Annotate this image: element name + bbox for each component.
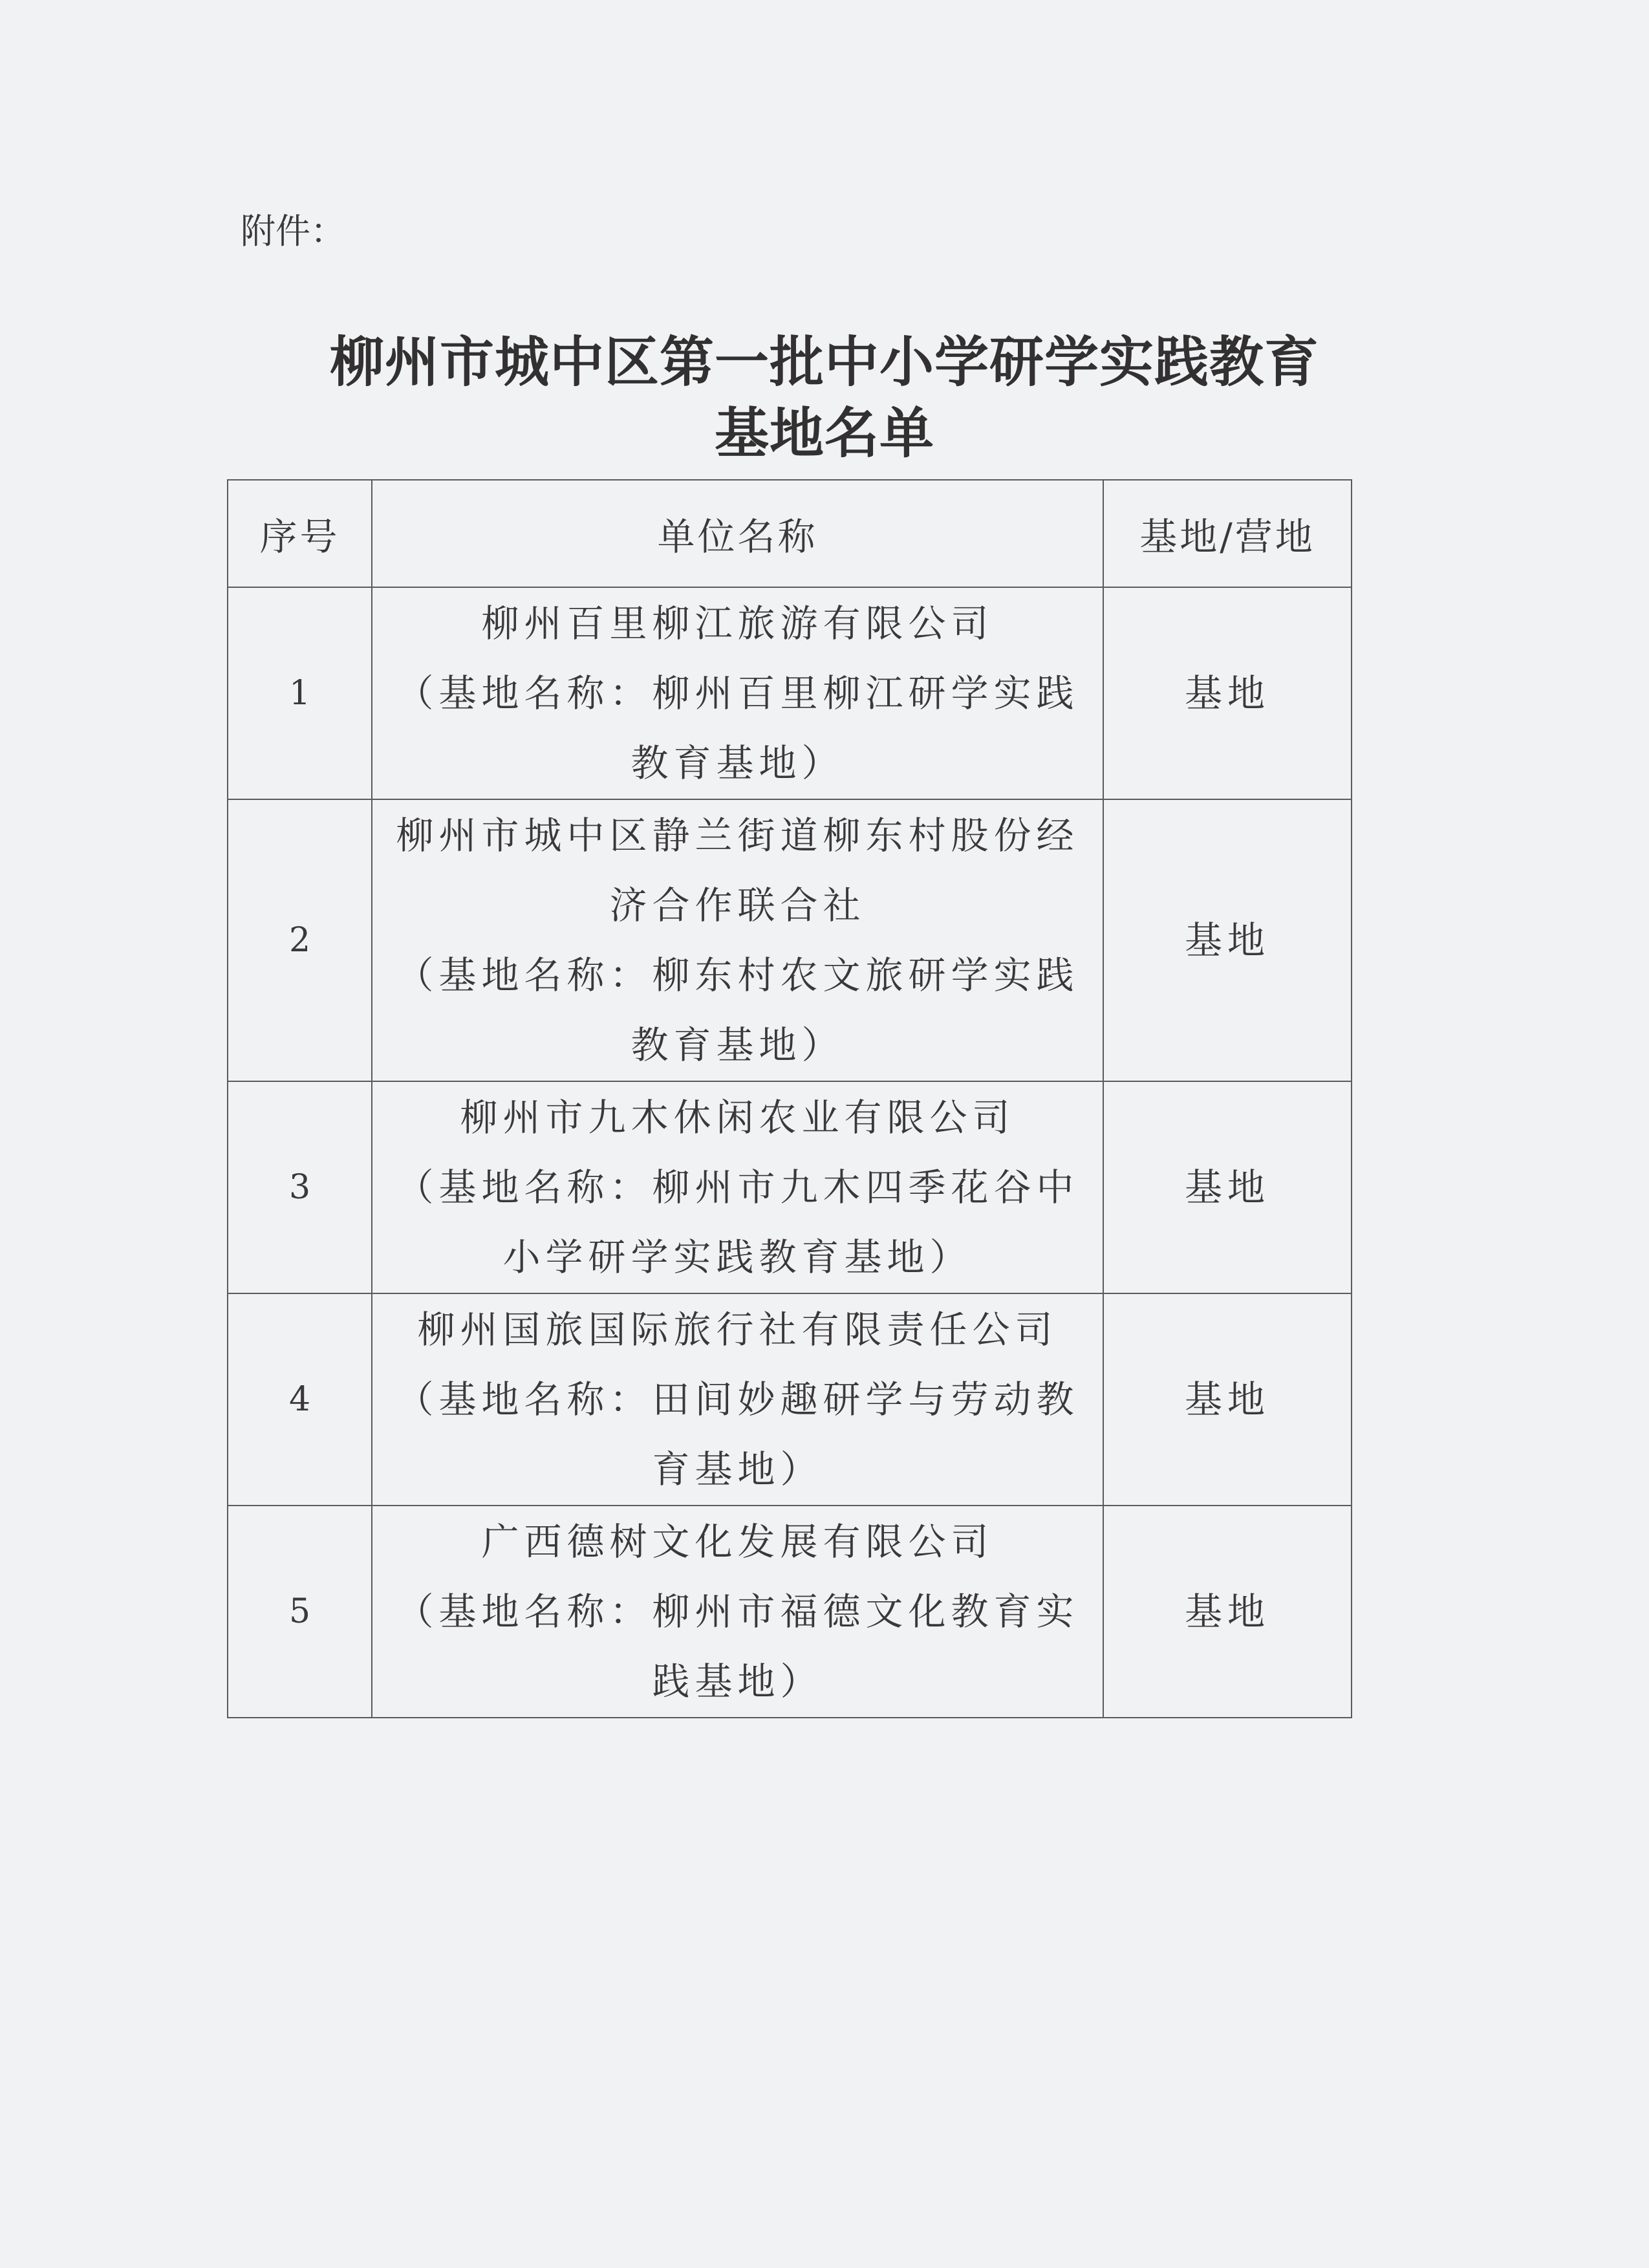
row-index: 3 [228, 1081, 372, 1293]
base-list-table [227, 479, 1352, 1718]
row-index: 1 [228, 587, 372, 799]
row-unit-name [372, 587, 1103, 799]
unit-name-line: 柳州市城中区静兰街道柳东村股份经 [396, 814, 1079, 858]
unit-name-line: 济合作联合社 [609, 883, 866, 927]
row-base-type: 基地 [1103, 587, 1352, 799]
row-unit-name [372, 799, 1103, 1081]
row-index: 4 [228, 1293, 372, 1506]
unit-name-line: 小学研学实践教育基地） [502, 1235, 973, 1279]
table-row [228, 587, 1352, 799]
unit-name-line: （基地名称：田间妙趣研学与劳动教 [396, 1377, 1079, 1421]
row-base-type: 基地 [1103, 1506, 1352, 1718]
unit-name-line: （基地名称：柳东村农文旅研学实践 [396, 953, 1079, 997]
document-title-line-1: 柳州市城中区第一批中小学研学实践教育 [329, 330, 1319, 394]
unit-name-line: （基地名称：柳州百里柳江研学实践 [396, 671, 1079, 715]
document-title-line-2: 基地名单 [714, 401, 934, 465]
table-header-row [228, 480, 1352, 587]
header-index: 序号 [228, 480, 372, 587]
row-unit-name [372, 1293, 1103, 1506]
attachment-label: 附件： [241, 211, 345, 252]
table-row [228, 1293, 1352, 1506]
header-unit-name: 单位名称 [372, 480, 1103, 587]
row-index: 2 [228, 799, 372, 1081]
row-unit-name [372, 1081, 1103, 1293]
header-base-type: 基地/营地 [1103, 480, 1352, 587]
unit-name-line: 柳州市九木休闲农业有限公司 [460, 1096, 1015, 1139]
table-row [228, 1081, 1352, 1293]
unit-name-line: （基地名称：柳州市九木四季花谷中 [396, 1165, 1079, 1209]
table-row [228, 1506, 1352, 1718]
row-index: 5 [228, 1506, 372, 1718]
unit-name-line: 柳州国旅国际旅行社有限责任公司 [417, 1308, 1058, 1352]
row-base-type: 基地 [1103, 1293, 1352, 1506]
row-base-type: 基地 [1103, 799, 1352, 1081]
unit-name-line: 践基地） [652, 1659, 823, 1703]
table-row [228, 799, 1352, 1081]
row-unit-name [372, 1506, 1103, 1718]
unit-name-line: （基地名称：柳州市福德文化教育实 [396, 1590, 1079, 1634]
document-title [194, 327, 1455, 469]
unit-name-line: 教育基地） [630, 1023, 845, 1067]
unit-name-line: 育基地） [652, 1447, 823, 1491]
unit-name-line: 柳州百里柳江旅游有限公司 [481, 601, 994, 645]
row-base-type: 基地 [1103, 1081, 1352, 1293]
unit-name-line: 广西德树文化发展有限公司 [481, 1520, 994, 1564]
unit-name-line: 教育基地） [630, 741, 845, 785]
